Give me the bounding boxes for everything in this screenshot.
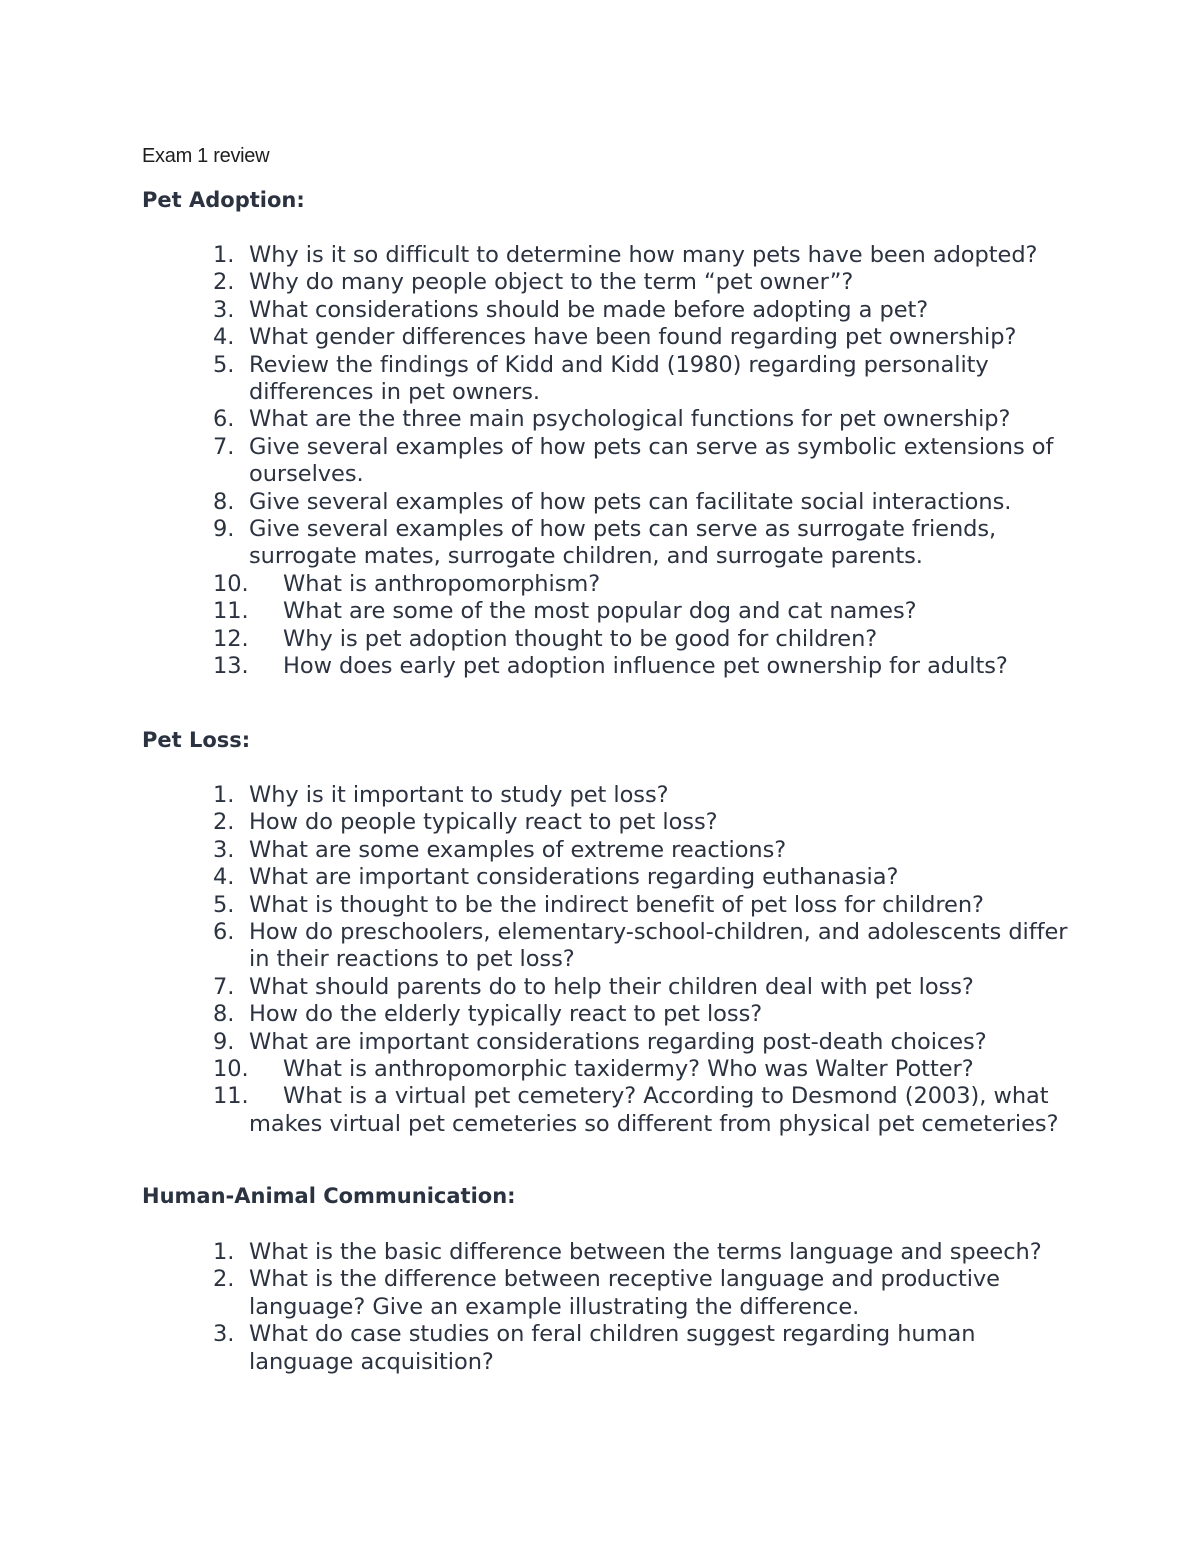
question-item: 4. What are important considerations regarding euthanasia? xyxy=(213,864,899,891)
question-item: 2. How do people typically react to pet loss? xyxy=(213,809,718,836)
section-heading-human-animal-communication: Human-Animal Communication: xyxy=(142,1184,516,1208)
question-item: 7. What should parents do to help their children deal with pet loss? xyxy=(213,973,974,1000)
section-heading-pet-loss: Pet Loss: xyxy=(142,728,251,752)
question-item: 1. What is the basic difference between the terms language and speech? xyxy=(213,1239,1042,1265)
section-heading-pet-adoption: Pet Adoption: xyxy=(142,188,305,212)
question-item: 3. What considerations should be made before adopting a pet? xyxy=(213,296,929,323)
question-item: 4. What gender differences have been found regarding pet ownership? xyxy=(213,324,1017,351)
question-item: 3. What are some examples of extreme reactions? xyxy=(213,836,787,863)
question-item: 10. What is anthropomorphism? xyxy=(213,570,601,597)
question-item: 2. What is the difference between receptive language and productive language? Give an example illustrating the difference. xyxy=(213,1266,1000,1320)
question-item: 6. What are the three main psychological functions for pet ownership? xyxy=(213,406,1011,433)
question-item: 7. Give several examples of how pets can serve as symbolic extensions of ourselves. xyxy=(213,433,1054,488)
question-item: 1. Why is it important to study pet loss? xyxy=(213,782,669,808)
question-item: 2. Why do many people object to the term “pet owner”? xyxy=(213,269,854,296)
question-item: 6. How do preschoolers, elementary-school-children, and adolescents differ in their reactions to pet loss? xyxy=(213,919,1068,973)
question-list-pet-loss xyxy=(142,782,1082,1138)
question-item: 11. What is a virtual pet cemetery? According to Desmond (2003), what makes virtual pet cemeteries so different from physical pet cemeteries? xyxy=(213,1083,1059,1137)
question-item: 9. What are important considerations regarding post-death choices? xyxy=(213,1028,987,1055)
question-item: 3. What do case studies on feral children suggest regarding human language acquisition? xyxy=(213,1321,976,1375)
question-item: 8. How do the elderly typically react to pet loss? xyxy=(213,1001,763,1028)
question-item: 5. Review the findings of Kidd and Kidd (1980) regarding personality differences in pet owners. xyxy=(213,351,989,406)
question-item: 12. Why is pet adoption thought to be good for children? xyxy=(213,625,878,652)
question-item: 8. Give several examples of how pets can facilitate social interactions. xyxy=(213,488,1012,515)
question-list-pet-adoption xyxy=(142,242,1082,681)
question-item: 10. What is anthropomorphic taxidermy? Who was Walter Potter? xyxy=(213,1056,974,1083)
question-item: 1. Why is it so difficult to determine how many pets have been adopted? xyxy=(213,242,1038,268)
question-list-human-animal-communication xyxy=(142,1239,1082,1376)
question-item: 13. How does early pet adoption influence pet ownership for adults? xyxy=(213,653,1008,680)
question-item: 5. What is thought to be the indirect benefit of pet loss for children? xyxy=(213,891,984,918)
question-item: 9. Give several examples of how pets can serve as surrogate friends, surrogate mates, surrogate children, and surrogate parents. xyxy=(213,516,997,570)
question-item: 11. What are some of the most popular dog and cat names? xyxy=(213,598,917,625)
document-title: Exam 1 review xyxy=(142,145,270,167)
